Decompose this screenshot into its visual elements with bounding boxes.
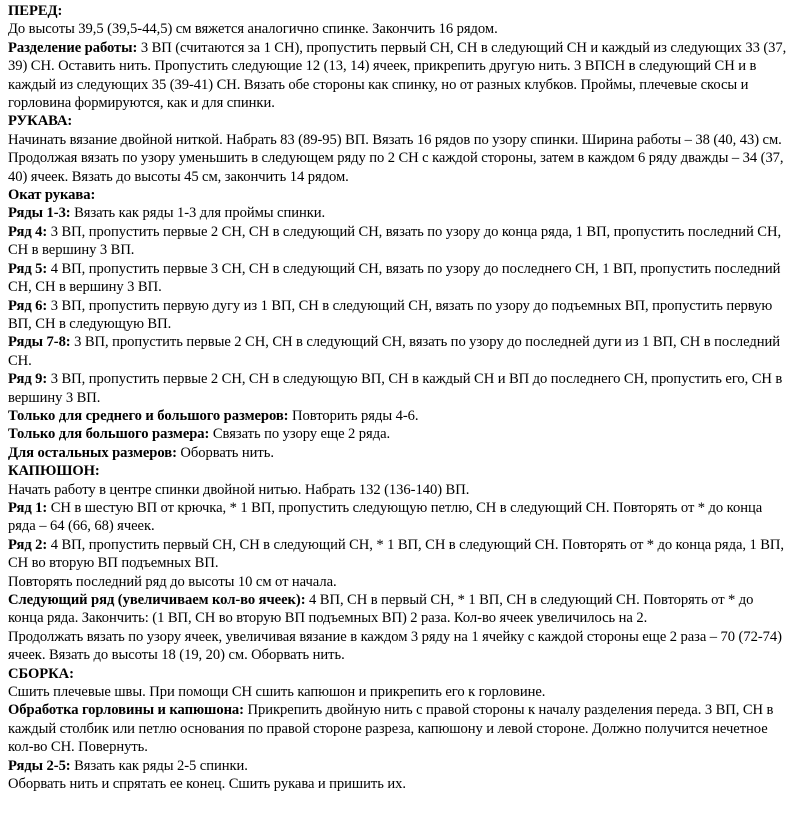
paragraph-large-only xyxy=(8,425,791,443)
paragraph-label: Ряд 2: xyxy=(8,536,48,553)
paragraph-text: 3 ВП, пропустить первые 2 СН, СН в следующий СН, вязать по узору до конца ряда, 1 ВП, пропустить последний СН, СН в вершину 3 ВП. xyxy=(8,223,782,259)
paragraph-text: 4 ВП, пропустить первый СН, СН в следующий СН, * 1 ВП, СН в следующий СН. Повторять от * до конца ряда, 1 ВП, СН во вторую ВП подъемных ВП. xyxy=(8,536,784,572)
section-heading-hood xyxy=(8,462,791,480)
paragraph-hood-intro xyxy=(8,481,791,499)
paragraph-hood-row-2 xyxy=(8,536,791,573)
paragraph-hood-continue xyxy=(8,628,791,665)
paragraph-label: Ряды 2-5: xyxy=(8,757,71,774)
paragraph-text: Начать работу в центре спинки двойной нитью. Набрать 132 (136-140) ВП. xyxy=(8,481,470,498)
paragraph-text: До высоты 39,5 (39,5-44,5) см вяжется аналогично спинке. Закончить 16 рядом. xyxy=(8,21,498,38)
paragraph-label: Обработка горловины и капюшона: xyxy=(8,702,244,719)
paragraph-text: 4 ВП, СН в первый СН, * 1 ВП, СН в следующий СН. Повторять от * до конца ряда. Закончить: (1 ВП, СН во вторую ВП подъемных ВП) 2 раза. Кол-во ячеек увеличилось на 2. xyxy=(8,592,754,627)
paragraph-label: Ряд 5: xyxy=(8,260,48,277)
paragraph-label: Ряды 7-8: xyxy=(8,334,71,351)
paragraph-text: 3 ВП, пропустить первые 2 СН, СН в следующий СН, вязать по узору до последней дуги из 1 ВП, СН в последний СН. xyxy=(8,334,781,369)
paragraph-neckline-finishing xyxy=(8,701,791,756)
heading-text: КАПЮШОН: xyxy=(8,463,100,480)
paragraph-text: Вязать как ряды 2-5 спинки. xyxy=(70,757,248,774)
paragraph-other-sizes xyxy=(8,444,791,462)
paragraph-label: Только для среднего и большого размеров: xyxy=(8,407,289,424)
section-heading-sleeves xyxy=(8,112,791,130)
paragraph-text: 3 ВП, пропустить первые 2 СН, СН в следующую ВП, СН в каждый СН и ВП до последнего СН, пропустить его, СН в вершину 3 ВП. xyxy=(8,371,783,406)
paragraph-front-intro xyxy=(8,20,791,38)
heading-text: РУКАВА: xyxy=(8,113,73,130)
paragraph-text: Оборвать нить. xyxy=(176,444,274,461)
paragraph-text: Продолжать вязать по узору ячеек, увеличивая вязание в каждом 3 ряду на 1 ячейку с каждой стороны еще 2 раза – 70 (72-74) ячеек. Вязать до высоты 18 (19, 20) см. Оборвать нить. xyxy=(8,628,782,664)
paragraph-label: Ряд 9: xyxy=(8,371,48,388)
paragraph-row-9 xyxy=(8,370,791,407)
heading-text: ПЕРЕД: xyxy=(8,3,63,19)
heading-text: СБОРКА: xyxy=(8,665,74,682)
paragraph-medium-large-only xyxy=(8,407,791,425)
section-heading-front xyxy=(8,2,791,20)
paragraph-label: Только для большого размера: xyxy=(8,426,210,443)
heading-text: Окат рукава: xyxy=(8,187,96,204)
paragraph-text: Начинать вязание двойной ниткой. Набрать 83 (89-95) ВП. Вязать 16 рядов по узору спинки. Ширина работы – 38 (40, 43) см. Продолжая вязать по узору уменьшить в следующем ряду по 2 СН с каждой стороны, затем в каждом 6 ряду дважды – 34 (37, 40) ячеек. Вязать до высоты 45 см, закончить 14 рядом. xyxy=(8,131,784,185)
paragraph-text: Повторить ряды 4-6. xyxy=(288,407,419,424)
paragraph-final-step xyxy=(8,775,791,793)
paragraph-text: Связать по узору еще 2 ряда. xyxy=(209,426,391,443)
paragraph-row-4 xyxy=(8,223,791,260)
paragraph-text: Повторять последний ряд до высоты 10 см от начала. xyxy=(8,573,337,590)
paragraph-hood-repeat xyxy=(8,573,791,591)
paragraph-row-5 xyxy=(8,260,791,297)
paragraph-text: Прикрепить двойную нить с правой стороны к началу разделения переда. 3 ВП, СН в каждый столбик или петлю основания по правой стороне разреза, капюшону и левой стороне. Должно получится нечетное кол-во СН. Повернуть. xyxy=(8,702,774,756)
paragraph-front-division xyxy=(8,39,791,113)
paragraph-label: Для остальных размеров: xyxy=(8,444,177,461)
paragraph-text: Вязать как ряды 1-3 для проймы спинки. xyxy=(70,205,326,222)
paragraph-sleeves-intro xyxy=(8,131,791,186)
paragraph-hood-row-1 xyxy=(8,499,791,536)
paragraph-text: 3 ВП, пропустить первую дугу из 1 ВП, СН в следующий СН, вязать по узору до подъемных ВП, пропустить первую ВП, СН в следующую ВП. xyxy=(8,297,773,332)
paragraph-assembly-intro xyxy=(8,683,791,701)
paragraph-label: Ряд 6: xyxy=(8,297,48,314)
paragraph-row-6 xyxy=(8,297,791,334)
paragraph-text: 3 ВП (считаются за 1 СН), пропустить первый СН, СН в следующий СН и каждый из следующих 33 (37, 39) СН. Оставить нить. Пропустить следующие 12 (13, 14) ячеек, прикрепить другую нить. 3 ВПСН в следующий СН и в каждый из следующих 35 (39-41) СН. Вязать обе стороны как спинку, но от разных клубков. Проймы, плечевые скосы и горловина формируются, как и для спинки. xyxy=(8,39,787,112)
paragraph-text: СН в шестую ВП от крючка, * 1 ВП, пропустить следующую петлю, СН в следующий СН. Повторять от * до конца ряда – 64 (66, 68) ячеек. xyxy=(8,499,763,535)
section-heading-assembly xyxy=(8,665,791,683)
paragraph-hood-next-row xyxy=(8,591,791,628)
paragraph-rows-7-8 xyxy=(8,333,791,370)
paragraph-label: Разделение работы: xyxy=(8,39,138,56)
subsection-heading-sleeve-cap xyxy=(8,186,791,204)
paragraph-label: Ряд 4: xyxy=(8,223,48,240)
paragraph-neckline-rows-2-5 xyxy=(8,757,791,775)
paragraph-rows-1-3 xyxy=(8,204,791,222)
paragraph-text: Сшить плечевые швы. При помощи СН сшить капюшон и прикрепить его к горловине. xyxy=(8,684,546,701)
paragraph-text: Оборвать нить и спрятать ее конец. Сшить рукава и пришить их. xyxy=(8,776,406,793)
paragraph-label: Ряд 1: xyxy=(8,499,48,516)
paragraph-label: Ряды 1-3: xyxy=(8,205,71,222)
paragraph-text: 4 ВП, пропустить первые 3 СН, СН в следующий СН, вязать по узору до последнего СН, 1 ВП, пропустить последний СН, СН в вершину 3 ВП. xyxy=(8,260,781,296)
paragraph-label: Следующий ряд (увеличиваем кол-во ячеек): xyxy=(8,592,306,608)
